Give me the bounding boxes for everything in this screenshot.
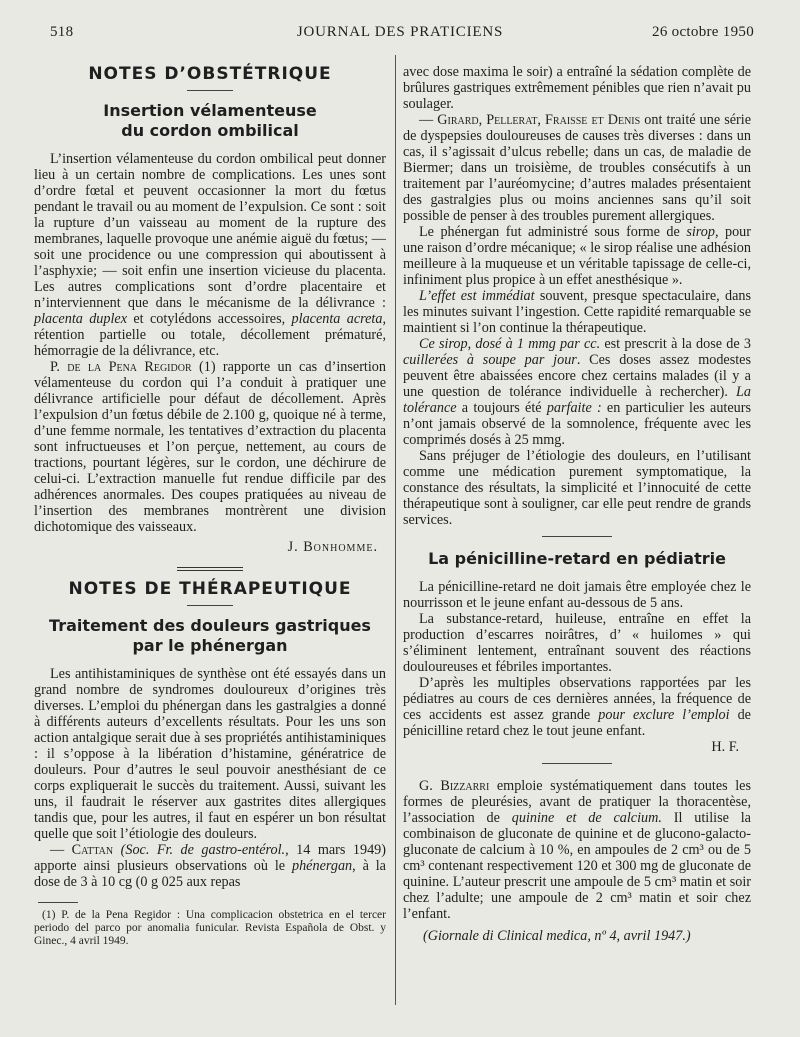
emphasis: cuillerées à soupe par jour (403, 352, 577, 368)
text: Le phénergan fut administré sous forme de (419, 224, 687, 240)
text: , pour une raison d’ordre mécanique; « le sirop réalise une adhésion meilleure à la muqueuse et un véritable tapissage de celle-ci, infiniment plus propice à un effet anesthésique ». (403, 224, 752, 288)
running-header (36, 24, 764, 46)
article-title-penicilline: La pénicilline-retard en pédiatrie (428, 549, 726, 568)
text: souvent, presque spectaculaire, dans les minutes suivant l’ingestion. Cette rapidité remarquable se maintient si l’on continue la thérapeutique. (403, 288, 751, 336)
text: Sans préjuger de l’étiologie des douleurs, en l’utilisant comme une médication purement symptomatique, la constance des résultats, la simplicité et l’innocuité de cette thérapeutique sont à souligner, car elle peut rendre de grands services. (403, 448, 751, 528)
paragraph (403, 448, 751, 528)
column-divider (395, 55, 396, 1005)
text: avec dose maxima le soir) a entraîné la sédation complète de brûlures gastriques extrêmement pénibles que rien n’avait pu soulager. (403, 64, 751, 112)
emphasis: sirop (686, 224, 715, 240)
text: L’insertion vélamenteuse du cordon ombilical peut donner lieu à un certain nombre de complications. Les unes sont d’ordre fœtal et peuvent occasionner la mort du fœtus pendant le travail ou au moment de l’expulsion. Ce sont : soit la rupture d’un vaisseau au moment de la rupture des membranes, laquelle provoque une anémie aiguë du fœtus; — soit une procidence ou une compression qui aboutissent à l’asphyxie; — soit enfin une insertion vicieuse du placenta. Les autres complications sont d’ordre placentaire et n’interviennent que dans le mécanisme de la délivrance : (34, 151, 386, 311)
signature: J. Bonhomme. (287, 539, 378, 555)
article-title-phenergan (34, 616, 386, 656)
footnote-rule (38, 902, 78, 903)
paragraph (34, 151, 386, 359)
issue-date: 26 octobre 1950 (652, 24, 754, 40)
emphasis: L’effet est immédiat (419, 288, 535, 304)
paragraph (34, 359, 386, 535)
title-line: Insertion vélamenteuse (103, 101, 317, 120)
author-name: P. de la Pena Regidor (50, 359, 192, 375)
title-rule (187, 605, 233, 606)
paragraph (34, 666, 386, 842)
section-title-obstetrique: NOTES D’OBSTÉTRIQUE (88, 64, 332, 84)
emphasis: phénergan (291, 858, 353, 874)
author-names: — Girard, Pellerat, Fraisse et Denis (419, 112, 641, 128)
paragraph (403, 778, 751, 922)
paragraph (403, 336, 751, 448)
emphasis: pour exclure l’emploi (598, 707, 730, 723)
paragraph (403, 64, 751, 112)
right-column (403, 64, 751, 944)
section-divider (542, 536, 612, 537)
paragraph (403, 288, 751, 336)
title-rule (187, 90, 233, 91)
text: est prescrit à la dose de 3 (600, 336, 751, 352)
text: de pénicilline retard chez le tout jeune enfant. (403, 707, 751, 739)
emphasis: Ce sirop, dosé à 1 mmg par cc. (419, 336, 601, 352)
title-line: du cordon ombilical (121, 121, 299, 140)
paragraph (403, 611, 751, 675)
text: a toujours été (456, 400, 547, 416)
paragraph (403, 675, 751, 739)
title-line: par le phénergan (132, 636, 288, 655)
paragraph (403, 224, 751, 288)
emphasis: parfaite : (546, 400, 602, 416)
title-line: Traitement des douleurs gastriques (49, 616, 371, 635)
text: La substance-retard, huileuse, entraîne en effet la production d’escarres noirâtres, d’ « huilomes » qui s’éliminent lentement, entraînant souvent des réactions douloureuses et fébriles importantes. (403, 611, 751, 675)
footnote: (1) P. de la Pena Regidor : Una complicacion obstetrica en el tercer periodo del parco por anomalia funicular. Revista Española de Obst. y Ginec., 4 avril 1949. (34, 909, 386, 947)
paragraph (403, 579, 751, 611)
text: Il utilise la combinaison de gluconate de quinine et de glucono-galacto-gluconate de calcium à 10 %, en ampoules de 2 cm³ ou de 5 cm³ contenant respectivement 120 et 300 mg de gluconate de quinine. L’auteur prescrit une ampoule de 5 cm³ matin et soir chez l’adulte; une ampoule de 2 cm³ matin et soir chez l’enfant. (403, 810, 751, 922)
reference: (Giornale di Clinical medica, nº 4, avril 1947.) (423, 928, 691, 944)
emphasis: placenta duplex (34, 311, 128, 327)
text: ont traité une série de dyspepsies douloureuses de causes très diverses : dans un cas, il s’agissait d’ulcus rebelle; dans un cas, de maladie de Biermer; dans un troisième, de troubles consécutifs à un traitement par l’auréomycine; d’autres malades présentaient des gastralgies plus ou moins anciennes sans qu’il soit possible de penser à des troubles purement allergiques. (403, 112, 751, 224)
text: , à la dose de 3 à 10 cg (0 g 025 aux repas (34, 858, 386, 890)
page-number: 518 (50, 24, 74, 40)
article-title-insertion (34, 101, 386, 141)
journal-title: JOURNAL DES PRATICIENS (296, 24, 504, 40)
author-name: G. Bizzarri (419, 778, 490, 794)
text: en particulier les auteurs n’ont jamais observé de la somnolence, fréquente avec les comprimés dosés à 25 mmg. (403, 400, 751, 448)
paragraph (403, 112, 751, 224)
text: . Ces doses assez modestes peuvent être abaissées encore chez certains malades (il y a une question de tolérance individuelle à rechercher). (403, 352, 752, 400)
text: 14 mars 1949) apporte ainsi plusieurs observations où le (34, 842, 386, 874)
text: La pénicilline-retard ne doit jamais être employée chez le nourrisson et le jeune enfant au-dessous de 5 ans. (403, 579, 751, 611)
text: et cotylédons accessoires, (127, 311, 292, 327)
text: emploie systématiquement dans toutes les formes de pleurésies, avant de pratiquer la thoracentèse, l’association de (403, 778, 751, 826)
paragraph (34, 842, 386, 890)
emphasis: quinine et de calcium. (511, 810, 662, 826)
emphasis: placenta acreta (291, 311, 383, 327)
signature: H. F. (711, 739, 739, 755)
text: , rétention partielle ou totale, décollement prématuré, hémorragie de la délivrance, etc. (34, 311, 387, 359)
text: Les antihistaminiques de synthèse ont été essayés dans un grand nombre de syndromes douloureux d’origines très diverses. L’emploi du phénergan dans les gastralgies a donné à différents auteurs d’excellents résultats. Pour les uns son action antalgique serait due à ses propriétés antihistaminiques : il s’oppose à la libération d’histamine, génératrice de douleurs. Pour d’autres le seul pouvoir anesthésiant de ce corps expliquerait le succès du traitement. Aussi, suivant les uns, il faudrait le réserver aux gastrites dites allergiques tandis que, pour les autres, il faut en espérer un bon résultat quelle que soit l’étiologie des douleurs. (34, 666, 386, 842)
emphasis: La tolérance (403, 384, 751, 416)
section-divider (542, 763, 612, 764)
text: D’après les multiples observations rapportées par les pédiatres au cours de ces dernières années, la fréquence de ces accidents est assez grande (403, 675, 751, 723)
section-divider (177, 567, 243, 571)
citation: (Soc. Fr. de gastro-entérol., (113, 842, 297, 858)
author-name: — Cattan (50, 842, 114, 858)
section-title-therapeutique: NOTES DE THÉRAPEUTIQUE (68, 579, 352, 599)
text: (1) rapporte un cas d’insertion vélamenteuse du cordon qui l’a conduit à pratiquer une délivrance artificielle pour défaut de décollement. Après l’expulsion d’un fœtus débile de 2.100 g, quoique né à terme, d’une femme normale, les tentatives d’extraction du placenta sont infructueuses et l’on perçue, nettement, au cours de tractions, pourtant légères, sur le cordon, une déchirure de celui-ci. L’extraction manuelle fut rendue difficile par des adhérences anormales. Des coupes pratiquées au niveau de l’insertion des membranes montrèrent une division dichotomique des vaisseaux. (34, 359, 386, 535)
left-column (34, 62, 386, 948)
